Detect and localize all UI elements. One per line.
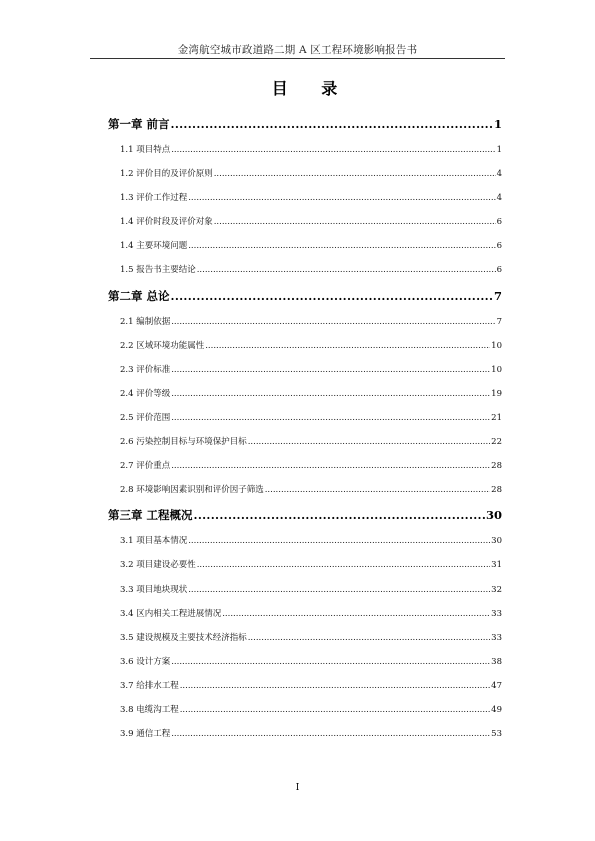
toc-chapter[interactable] <box>108 116 502 133</box>
dot-leader <box>171 145 495 155</box>
toc-section-label: 1.2 评价目的及评价原则 <box>120 169 213 180</box>
toc-section[interactable] <box>108 167 502 179</box>
dot-leader <box>248 437 490 447</box>
toc-section[interactable] <box>108 387 502 399</box>
dot-leader <box>171 117 493 131</box>
dot-leader <box>214 217 496 227</box>
dot-leader <box>265 485 490 495</box>
toc-section-label: 3.7 给排水工程 <box>120 680 179 691</box>
toc-section-page: 47 <box>491 680 502 691</box>
dot-leader <box>188 585 490 595</box>
toc-section-page: 28 <box>491 461 502 472</box>
toc-section[interactable] <box>108 727 502 739</box>
toc-section-page: 6 <box>496 241 502 252</box>
toc-section-page: 38 <box>491 656 502 667</box>
toc-section[interactable] <box>108 655 502 667</box>
toc-section-label: 3.9 通信工程 <box>120 729 171 740</box>
toc-section-page: 6 <box>496 265 502 276</box>
toc-section-page: 31 <box>491 560 502 571</box>
toc-section[interactable] <box>108 363 502 375</box>
header-rule <box>90 58 505 59</box>
toc-section-label: 1.4 主要环境问题 <box>120 241 188 252</box>
toc-section-label: 3.2 项目建设必要性 <box>120 560 196 571</box>
toc-chapter-page: 1 <box>493 117 502 131</box>
dot-leader <box>188 241 495 251</box>
dot-leader <box>171 289 493 303</box>
toc-chapter-page: 7 <box>493 288 502 303</box>
toc-section-label: 3.8 电缆沟工程 <box>120 704 179 715</box>
dot-leader <box>248 633 490 643</box>
toc-section-label: 2.3 评价标准 <box>120 364 171 375</box>
dot-leader <box>180 705 490 715</box>
table-of-contents <box>108 110 502 751</box>
toc-section-label: 2.4 评价等级 <box>120 388 171 399</box>
toc-section-page: 53 <box>491 729 502 740</box>
dot-leader <box>194 508 485 522</box>
toc-chapter-label: 第二章 总论 <box>108 288 170 303</box>
toc-chapter-label: 第三章 工程概况 <box>108 508 193 523</box>
toc-section-page: 33 <box>491 608 502 619</box>
toc-chapter[interactable] <box>108 288 502 305</box>
toc-section-label: 3.5 建设规模及主要技术经济指标 <box>120 632 247 643</box>
toc-section-page: 10 <box>491 340 502 351</box>
toc-section-page: 1 <box>496 145 502 155</box>
toc-section[interactable] <box>108 263 502 275</box>
toc-section-page: 28 <box>491 485 502 496</box>
toc-section[interactable] <box>108 703 502 715</box>
toc-section[interactable] <box>108 558 502 570</box>
toc-section[interactable] <box>108 339 502 351</box>
toc-section-label: 3.6 设计方案 <box>120 656 171 667</box>
toc-section-label: 2.5 评价范围 <box>120 412 171 423</box>
dot-leader <box>197 265 496 275</box>
toc-chapter-label: 第一章 前言 <box>108 117 170 131</box>
toc-section[interactable] <box>108 607 502 619</box>
dot-leader <box>180 681 490 691</box>
dot-leader <box>171 657 490 667</box>
toc-section[interactable] <box>108 483 502 495</box>
toc-section-label: 1.5 报告书主要结论 <box>120 265 196 276</box>
toc-section[interactable] <box>108 191 502 203</box>
toc-title: 目 录 <box>271 79 352 98</box>
toc-section-page: 33 <box>491 632 502 643</box>
toc-section-label: 3.3 项目地块现状 <box>120 584 188 595</box>
dot-leader <box>188 536 490 546</box>
toc-section-label: 3.4 区内相关工程进展情况 <box>120 608 222 619</box>
page-number: I <box>295 783 300 793</box>
toc-section[interactable] <box>108 435 502 447</box>
toc-section-page: 7 <box>496 316 502 327</box>
dot-leader <box>171 729 490 739</box>
toc-section-page: 4 <box>496 193 502 204</box>
toc-section-page: 32 <box>491 584 502 595</box>
dot-leader <box>197 560 490 570</box>
toc-section[interactable] <box>108 631 502 643</box>
toc-section-page: 49 <box>491 704 502 715</box>
toc-section[interactable] <box>108 215 502 227</box>
toc-section-page: 19 <box>491 388 502 399</box>
toc-section-label: 2.6 污染控制目标与环境保护目标 <box>120 437 247 448</box>
toc-section-label: 1.1 项目特点 <box>120 145 171 155</box>
running-header: 金湾航空城市政道路二期 A 区工程环境影响报告书 <box>177 44 418 56</box>
toc-section-page: 21 <box>491 412 502 423</box>
dot-leader <box>188 193 495 203</box>
toc-section[interactable] <box>108 411 502 423</box>
dot-leader <box>205 341 490 351</box>
toc-section-label: 1.3 评价工作过程 <box>120 193 188 204</box>
toc-section[interactable] <box>108 459 502 471</box>
toc-section-page: 6 <box>496 217 502 228</box>
toc-section-label: 2.2 区域环境功能属性 <box>120 340 205 351</box>
toc-section-page: 22 <box>491 437 502 448</box>
toc-section-label: 2.1 编制依据 <box>120 316 171 327</box>
toc-section[interactable] <box>108 679 502 691</box>
toc-section-page: 10 <box>491 364 502 375</box>
toc-section[interactable] <box>108 143 502 155</box>
dot-leader <box>171 317 495 327</box>
dot-leader <box>171 389 490 399</box>
toc-section[interactable] <box>108 239 502 251</box>
toc-section-page: 4 <box>496 169 502 180</box>
toc-section[interactable] <box>108 583 502 595</box>
dot-leader <box>171 461 490 471</box>
toc-chapter[interactable] <box>108 507 502 524</box>
dot-leader <box>171 365 490 375</box>
dot-leader <box>171 413 490 423</box>
toc-section-label: 3.1 项目基本情况 <box>120 536 188 547</box>
toc-section[interactable] <box>108 315 502 327</box>
toc-section-label: 2.8 环境影响因素识别和评价因子筛选 <box>120 485 264 496</box>
toc-section-label: 1.4 评价时段及评价对象 <box>120 217 213 228</box>
dot-leader <box>214 169 496 179</box>
toc-section-label: 2.7 评价重点 <box>120 461 171 472</box>
toc-section[interactable] <box>108 534 502 546</box>
toc-section-page: 30 <box>491 536 502 547</box>
dot-leader <box>222 609 490 619</box>
toc-chapter-page: 30 <box>485 508 502 523</box>
